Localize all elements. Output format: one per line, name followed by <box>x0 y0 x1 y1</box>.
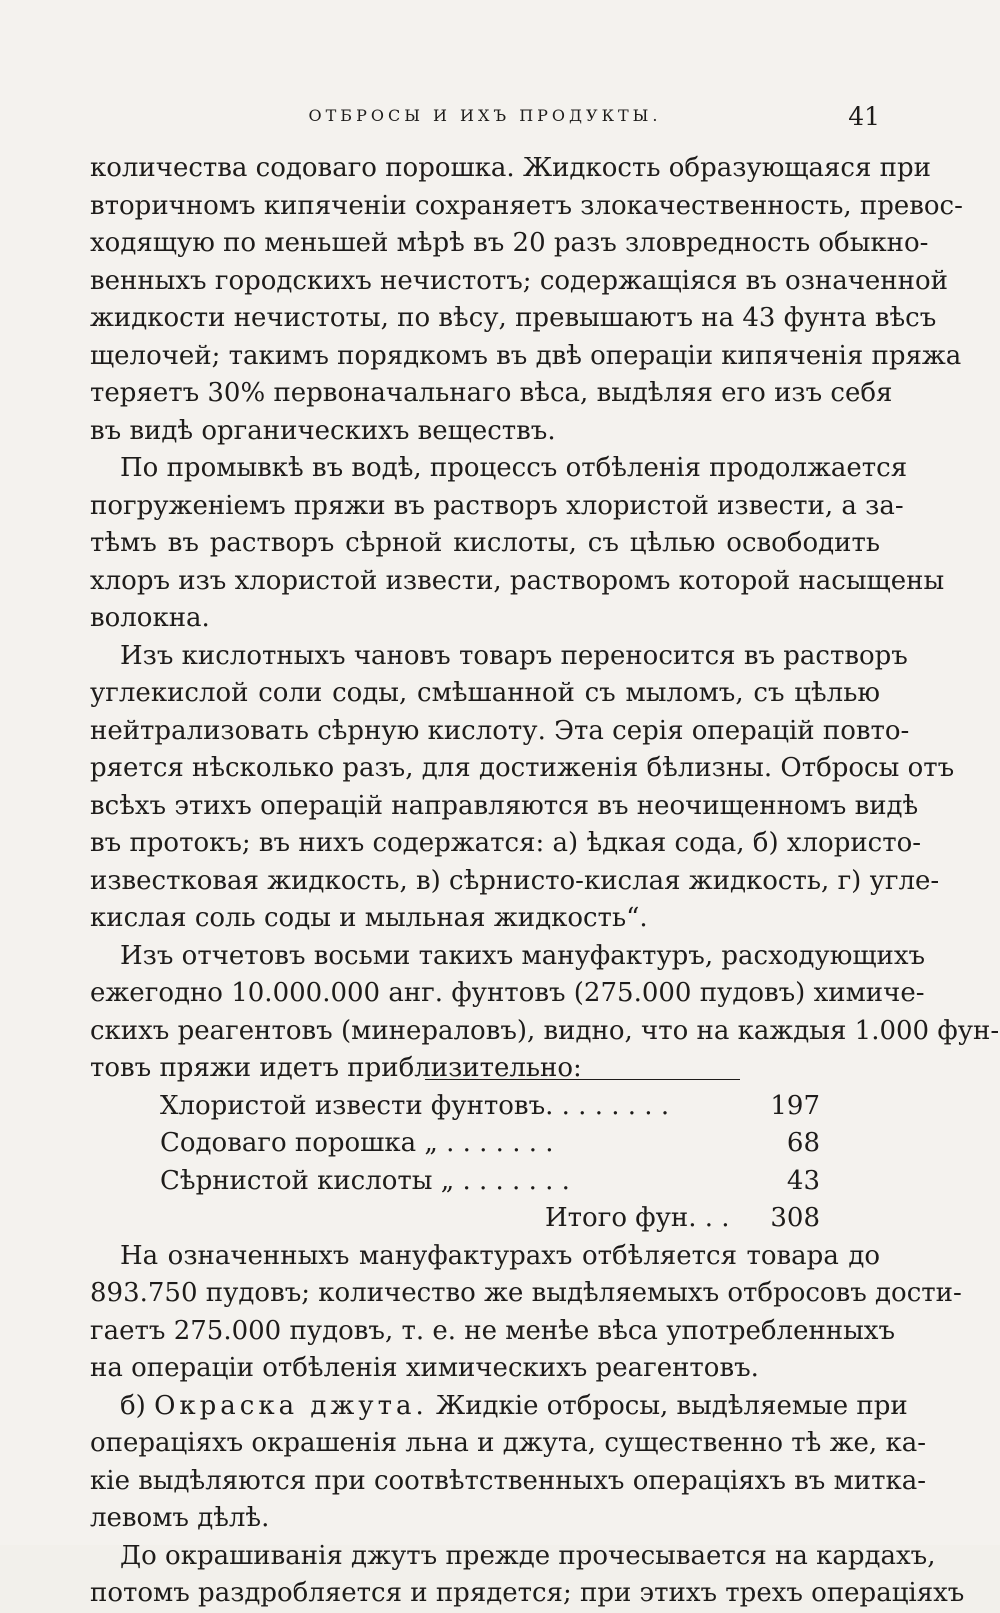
paragraph <box>90 1238 962 1388</box>
text-line: Изъ кислотныхъ чановъ товаръ переносится въ растворъ <box>120 640 908 671</box>
text-line: жидкости нечистоты, по вѣсу, превышаютъ на 43 фунта вѣсъ <box>90 303 937 333</box>
text-line: въ видѣ органическихъ веществъ. <box>90 415 556 446</box>
table-row-label: Содоваго порошка „ . . . . . . . <box>160 1128 554 1158</box>
text-line: въ протокъ; въ нихъ содержатся: а) ѣдкая сода, б) хлористо- <box>90 828 922 858</box>
text-line: потомъ раздробляется и прядется; при этихъ трехъ операціяхъ <box>90 1578 965 1608</box>
text-line: товъ пряжи идетъ приблизительно: <box>90 1053 582 1083</box>
body-text <box>90 150 1000 1613</box>
table-total-label: Итого фун. . . <box>545 1203 730 1233</box>
running-title: ОТБРОСЫ И ИХЪ ПРОДУКТЫ. <box>308 106 662 125</box>
text-line: количества содоваго порошка. Жидкость образующаяся при <box>90 153 931 183</box>
text-line: операціяхъ окрашенія льна и джута, существенно тѣ же, ка- <box>90 1428 926 1458</box>
text-line: 893.750 пудовъ; количество же выдѣляемыхъ отбросовъ дости- <box>90 1278 962 1308</box>
total-rule <box>425 1079 740 1080</box>
text-line: кіе выдѣляются при соотвѣтственныхъ операціяхъ въ митка- <box>90 1465 927 1496</box>
text-line: известковая жидкость, в) сѣрнисто-кислая жидкость, г) угле- <box>90 865 940 896</box>
table-total-row <box>90 1200 880 1238</box>
table-row-value: 197 <box>770 1090 820 1121</box>
text-fragment: Жидкіе отбросы, выдѣляемые при <box>436 1390 908 1421</box>
text-line: теряетъ 30% первоначальнаго вѣса, выдѣляя его изъ себя <box>90 378 893 408</box>
table-row-label: Сѣрнистой кислоты „ . . . . . . . <box>160 1165 570 1196</box>
text-line: всѣхъ этихъ операцій направляются въ неочищенномъ видѣ <box>90 790 919 821</box>
page-number: 41 <box>848 102 880 131</box>
paragraph <box>90 1388 927 1538</box>
text-line: левомъ дѣлѣ. <box>90 1503 270 1533</box>
table-row-label: Хлористой извести фунтовъ. . . . . . . . <box>160 1090 670 1121</box>
table-row-value: 68 <box>786 1128 820 1158</box>
text-line: кислая соль соды и мыльная жидкость“. <box>90 903 648 933</box>
paragraph <box>90 638 955 938</box>
table-total-value: 308 <box>770 1203 820 1233</box>
text-line: вторичномъ кипяченіи сохраняетъ злокачественность, превос- <box>90 190 963 221</box>
text-line: тѣмъ въ растворъ сѣрной кислоты, съ цѣлью освободить <box>90 528 880 558</box>
text-line: хлоръ изъ хлористой извести, растворомъ которой насыщены <box>90 565 945 596</box>
text-line: ходящую по меньшей мѣрѣ въ 20 разъ зловредность обыкно- <box>90 228 929 258</box>
text-line: По промывкѣ въ водѣ, процессъ отбѣленія продолжается <box>120 453 908 483</box>
table-row-value: 43 <box>786 1165 820 1196</box>
text-line: скихъ реагентовъ (минераловъ), видно, что на каждыя 1.000 фун- <box>90 1015 1000 1046</box>
text-line <box>90 1388 908 1426</box>
text-line: на операціи отбѣленія химическихъ реагентовъ. <box>90 1353 759 1383</box>
paragraph <box>90 150 963 450</box>
reagents-table <box>90 1088 880 1238</box>
text-line: углекислой соли соды, смѣшанной съ мыломъ, съ цѣлью <box>90 678 880 708</box>
text-line: На означенныхъ мануфактурахъ отбѣляется товара до <box>120 1240 880 1271</box>
text-line: До окрашиванія джутъ прежде прочесывается на кардахъ, <box>120 1540 936 1571</box>
section-prefix: б) <box>120 1390 146 1421</box>
paragraph <box>90 450 945 638</box>
table-row <box>90 1125 880 1163</box>
table-row <box>90 1088 880 1126</box>
text-line: венныхъ городскихъ нечистотъ; содержащіяся въ означенной <box>90 265 948 296</box>
paragraph <box>90 938 1000 1088</box>
text-line: щелочей; такимъ порядкомъ въ двѣ операціи кипяченія пряжа <box>90 340 962 371</box>
page-header <box>90 104 880 134</box>
text-line: гаетъ 275.000 пудовъ, т. е. не менѣе вѣса употребленныхъ <box>90 1315 896 1346</box>
paragraph <box>90 1538 965 1613</box>
text-line: ежегодно 10.000.000 анг. фунтовъ (275.000 пудовъ) химиче- <box>90 978 925 1008</box>
text-line: Изъ отчетовъ восьми такихъ мануфактуръ, расходующихъ <box>120 940 926 971</box>
table-row <box>90 1163 880 1201</box>
text-line: волокна. <box>90 603 210 633</box>
section-heading: Окраска джута. <box>154 1390 428 1421</box>
text-line: погруженіемъ пряжи въ растворъ хлористой извести, а за- <box>90 490 904 521</box>
text-line: ряется нѣсколько разъ, для достиженія бѣлизны. Отбросы отъ <box>90 753 955 783</box>
text-line: нейтрализовать сѣрную кислоту. Эта серія операцій повто- <box>90 715 910 746</box>
